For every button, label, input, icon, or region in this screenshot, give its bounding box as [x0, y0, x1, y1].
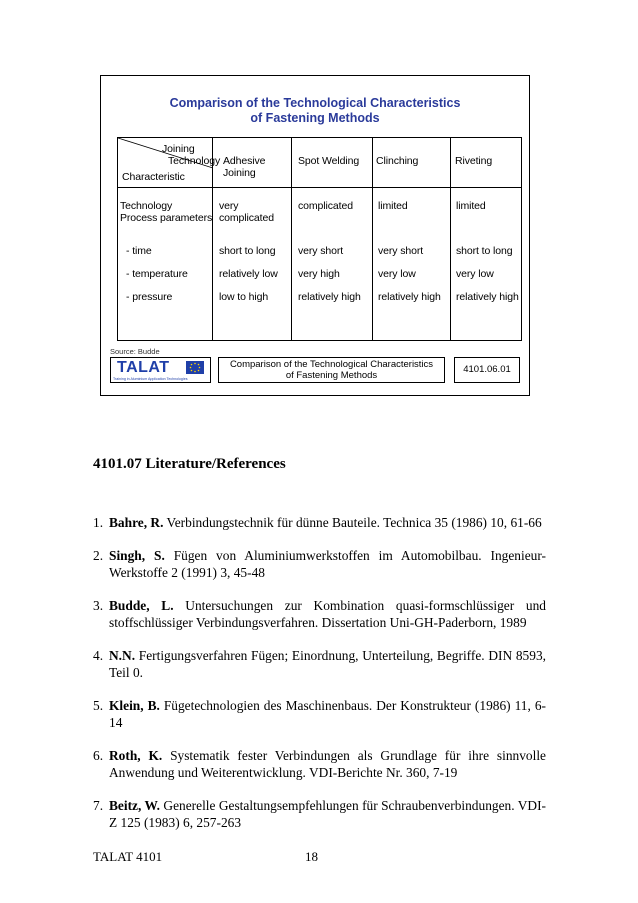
reference-number: 6. — [93, 748, 104, 763]
cell-adhesive-technology — [219, 200, 274, 224]
reference-author: Budde, L. — [109, 598, 174, 613]
cell-rivet-pressure: relatively high — [456, 291, 519, 303]
reference-number: 3. — [93, 598, 104, 613]
reference-text: Verbindungstechnik für dünne Bauteile. Technica 35 (1986) 10, 61-66 — [166, 515, 542, 530]
figure-caption-line1: Comparison of the Technological Characteristics — [229, 359, 434, 370]
figure-caption — [218, 357, 445, 383]
page-footer-document: TALAT 4101 — [93, 849, 163, 864]
reference-item — [93, 697, 546, 731]
cell-clinch-technology: limited — [378, 200, 408, 212]
cell-rivet-technology: limited — [456, 200, 486, 212]
cell-spot-pressure: relatively high — [298, 291, 361, 303]
header-characteristic: Characteristic — [122, 171, 185, 183]
column-divider — [450, 138, 451, 340]
column-header-adhesive-line1: Adhesive — [223, 155, 266, 167]
reference-item — [93, 547, 546, 581]
comparison-table — [117, 137, 522, 341]
reference-number: 7. — [93, 798, 104, 813]
reference-item — [93, 797, 546, 831]
reference-author: Singh, S. — [109, 548, 165, 563]
talat-logo-subtitle: Training in Aluminium Application Technologies — [113, 377, 188, 381]
figure-title-line1: Comparison of the Technological Characteristics — [169, 96, 461, 110]
reference-author: Beitz, W. — [109, 798, 161, 813]
column-header-riveting: Riveting — [455, 155, 493, 167]
column-header-spot-welding: Spot Welding — [298, 155, 360, 167]
reference-text: Fertigungsverfahren Fügen; Einordnung, Unterteilung, Begriffe. DIN 8593, Teil 0. — [109, 648, 546, 680]
reference-item — [93, 747, 546, 781]
reference-text: Systematik fester Verbindungen als Grundlage für ihre sinnvolle Anwendung und Weiterentwicklung. VDI-Berichte Nr. 360, 7-19 — [109, 748, 546, 780]
row-label-temperature: - temperature — [126, 268, 188, 280]
column-header-clinching: Clinching — [376, 155, 419, 167]
column-divider — [372, 138, 373, 340]
reference-item — [93, 597, 546, 631]
figure-title-line2: of Fastening Methods — [250, 111, 380, 125]
header-technology: Technology — [168, 155, 221, 167]
reference-number: 1. — [93, 515, 104, 530]
reference-author: Roth, K. — [109, 748, 163, 763]
cell-clinch-temperature: very low — [378, 268, 416, 280]
talat-logo-text: TALAT — [117, 359, 170, 376]
reference-item — [93, 647, 546, 681]
reference-text: Fügetechnologien des Maschinenbaus. Der Konstrukteur (1986) 11, 6-14 — [109, 698, 546, 730]
column-divider — [212, 138, 213, 340]
eu-flag-icon — [186, 361, 204, 374]
comparison-figure — [100, 75, 530, 396]
page-number: 18 — [305, 849, 318, 864]
reference-number: 2. — [93, 548, 104, 563]
row-label-technology — [120, 200, 212, 224]
reference-text: Fügen von Aluminiumwerkstoffen im Automobilbau. Ingenieur-Werkstoffe 2 (1991) 3, 45-48 — [109, 548, 547, 580]
cell-rivet-time: short to long — [456, 245, 513, 257]
figure-number: 4101.06.01 — [454, 357, 520, 383]
reference-author: Bahre, R. — [109, 515, 164, 530]
cell-adhesive-temperature: relatively low — [219, 268, 278, 280]
reference-item — [93, 514, 546, 531]
figure-footer — [110, 357, 520, 383]
figure-caption-line2: of Fastening Methods — [285, 370, 378, 381]
reference-text: Untersuchungen zur Kombination quasi-formschlüssiger und stoffschlüssiger Verbindungsverfahren. Dissertation Uni-GH-Paderborn, 1989 — [109, 598, 546, 630]
cell-rivet-temperature: very low — [456, 268, 494, 280]
reference-author: N.N. — [109, 648, 136, 663]
header-joining: Joining — [162, 143, 195, 155]
cell-adhesive-technology-line2: complicated — [219, 212, 274, 224]
header-divider — [118, 187, 521, 188]
row-label-pressure: - pressure — [126, 291, 173, 303]
cell-spot-time: very short — [298, 245, 344, 257]
cell-clinch-pressure: relatively high — [378, 291, 441, 303]
cell-adhesive-time: short to long — [219, 245, 276, 257]
cell-adhesive-pressure: low to high — [219, 291, 269, 303]
column-divider — [291, 138, 292, 340]
row-label-technology-line2: Process parameters — [120, 212, 213, 224]
column-header-adhesive-line2: Joining — [223, 167, 256, 179]
reference-author: Klein, B. — [109, 698, 160, 713]
cell-spot-technology: complicated — [298, 200, 353, 212]
reference-number: 5. — [93, 698, 104, 713]
column-header-adhesive — [223, 155, 265, 179]
cell-clinch-time: very short — [378, 245, 424, 257]
reference-text: Generelle Gestaltungsempfehlungen für Schraubenverbindungen. VDI-Z 125 (1983) 6, 257-263 — [109, 798, 546, 830]
talat-logo — [110, 357, 211, 383]
reference-number: 4. — [93, 648, 104, 663]
row-label-time: - time — [126, 245, 152, 257]
figure-title — [101, 96, 529, 126]
figure-source: Source: Budde — [110, 347, 160, 356]
reference-list — [93, 514, 546, 847]
cell-spot-temperature: very high — [298, 268, 340, 280]
row-label-technology-line1: Technology — [120, 200, 173, 212]
cell-adhesive-technology-line1: very — [219, 200, 239, 212]
section-title: 4101.07 Literature/References — [93, 456, 286, 472]
